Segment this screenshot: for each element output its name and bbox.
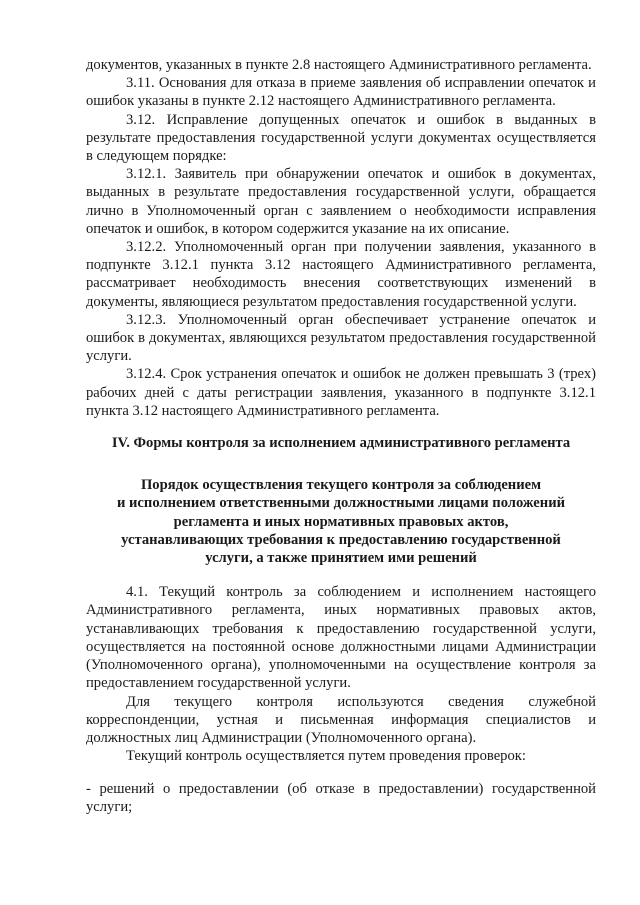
subsection-title-line: Порядок осуществления текущего контроля за соблюдением xyxy=(140,477,542,494)
subsection-title-line: и исполнением ответственными должностными лицами положений xyxy=(116,495,566,512)
paragraph-3-12-2: 3.12.2. Уполномоченный орган при получении заявления, указанного в подпункте 3.12.1 пункта 3.12 настоящего Административного регламента, рассматривает необходимость внесения соответствующих изменений в документы, являющиеся результатом предоставления государственной услуги. xyxy=(86,239,596,310)
paragraph-4-1: 4.1. Текущий контроль за соблюдением и исполнением настоящего Административного регламента, иных нормативных правовых актов, устанавливающих требования к предоставлению государственной услуги, осуществляется на постоянной основе должностными лицами Администрации (Уполномоченного органа), уполномоченными на осуществление контроля за предоставлением государственной услуги. xyxy=(86,584,596,692)
paragraph-control-checks: Текущий контроль осуществляется путем проведения проверок: xyxy=(126,748,526,765)
paragraph-3-12-3: 3.12.3. Уполномоченный орган обеспечивает устранение опечаток и ошибок в документах, являющихся результатом предоставления государственной услуги. xyxy=(86,311,596,365)
subsection-title xyxy=(86,476,596,567)
paragraph-3-11: 3.11. Основания для отказа в приеме заявления об исправлении опечаток и ошибок указаны в пункте 2.12 настоящего Административного регламента. xyxy=(86,75,596,110)
paragraph-continuation: документов, указанных в пункте 2.8 настоящего Административного регламента. xyxy=(86,57,592,73)
section-iv-title: IV. Формы контроля за исполнением административного регламента xyxy=(111,435,571,452)
subsection-title-line: регламента и иных нормативных правовых актов, xyxy=(173,513,509,530)
paragraph-3-12: 3.12. Исправление допущенных опечаток и ошибок в выданных в результате предоставления государственной услуги документах осуществляется в следующем порядке: xyxy=(86,111,596,165)
paragraph-3-12-4: 3.12.4. Срок устранения опечаток и ошибок не должен превышать 3 (трех) рабочих дней с даты регистрации заявления, указанного в подпункте 3.12.1 пункта 3.12 настоящего Административного регламента. xyxy=(86,366,596,419)
document-page xyxy=(86,56,596,831)
subsection-title-line: устанавливающих требования к предоставлению государственной xyxy=(121,531,561,548)
list-item: - решений о предоставлении (об отказе в предоставлении) государственной услуги; xyxy=(86,780,596,816)
subsection-title-line: услуги, а также принятием ими решений xyxy=(205,550,477,567)
paragraph-control-sources: Для текущего контроля используются сведения служебной корреспонденции, устная и письменная информация специалистов и должностных лиц Администрации (Уполномоченного органа). xyxy=(86,693,596,746)
paragraph-3-12-1: 3.12.1. Заявитель при обнаружении опечаток и ошибок в документах, выданных в результате предоставления государственной услуги, обращается лично в Уполномоченный орган с заявлением о необходимости исправления опечаток и ошибок, в котором содержится указание на их описание. xyxy=(86,166,596,237)
